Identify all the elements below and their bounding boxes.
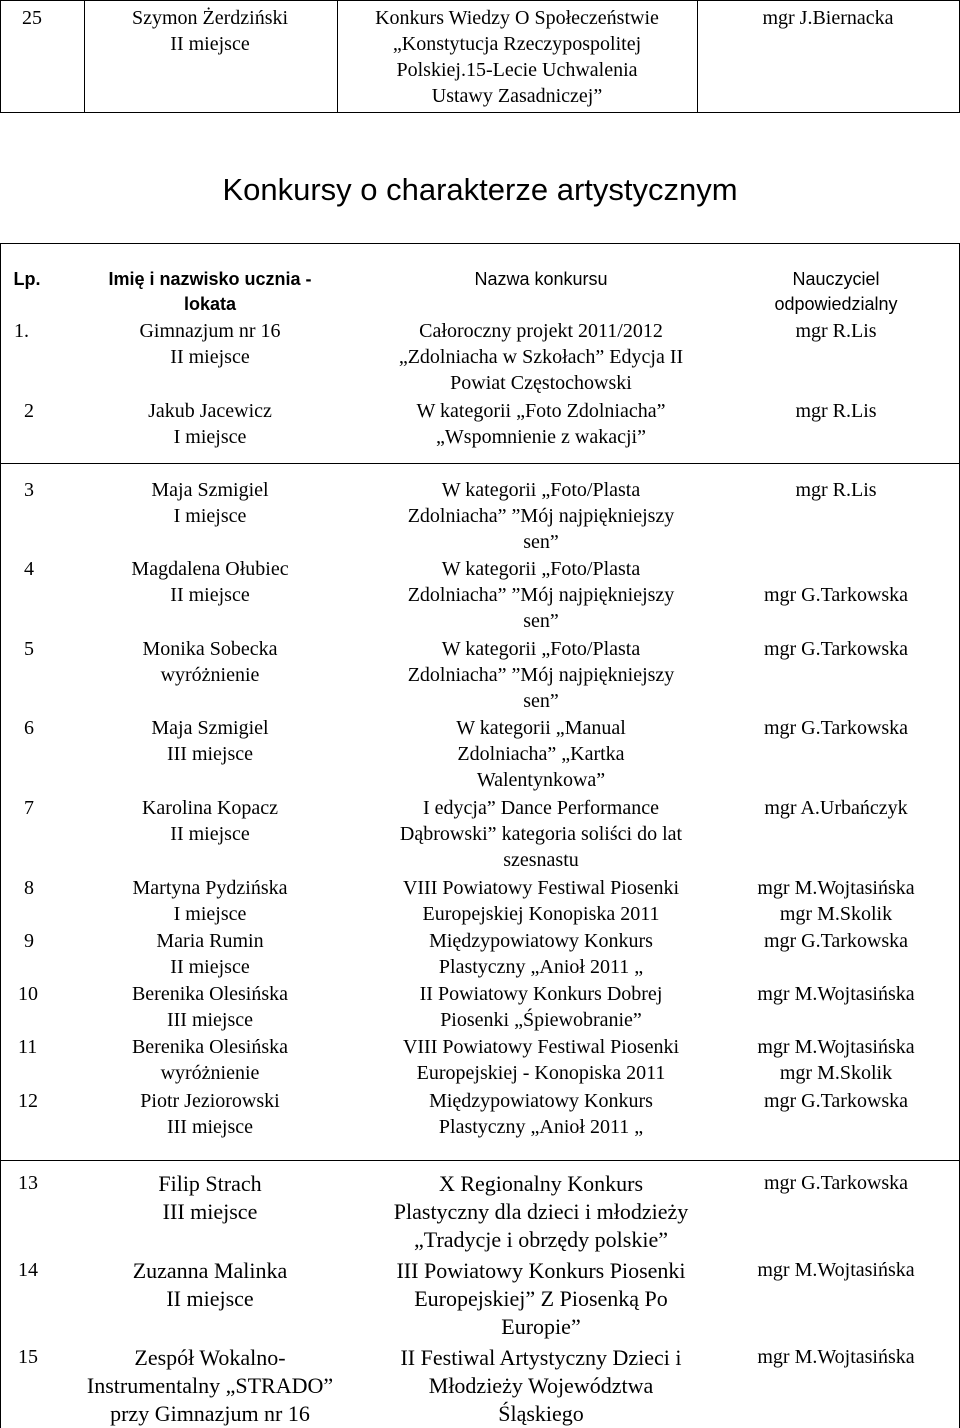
placement: II miejsce xyxy=(170,956,250,978)
contest-line: W kategorii „Foto/Plasta xyxy=(441,638,641,660)
contest-line: II Powiatowy Konkurs Dobrej xyxy=(419,983,663,1005)
lp-cell: 4 xyxy=(24,558,34,580)
contest-line: W kategorii „Foto Zdolniacha” xyxy=(416,400,666,422)
contest-line: Plastyczny dla dzieci i młodzieży xyxy=(393,1199,689,1224)
contest-line: Europejskiej” Z Piosenką Po xyxy=(414,1286,668,1311)
teacher-name: mgr J.Biernacka xyxy=(762,7,894,29)
teacher-name: mgr M.Wojtasińska xyxy=(757,877,915,899)
placement: II miejsce xyxy=(170,584,250,606)
teacher-name: mgr R.Lis xyxy=(795,400,877,422)
header-lp: Lp. xyxy=(13,269,41,289)
contest-line: VIII Powiatowy Festiwal Piosenki xyxy=(402,1036,680,1058)
student-name: Instrumentalny „STRADO” xyxy=(86,1373,334,1398)
contest-line: sen” xyxy=(523,690,559,712)
placement: III miejsce xyxy=(166,1116,254,1138)
placement: III miejsce xyxy=(166,743,254,765)
contest-line: sen” xyxy=(523,610,559,632)
contest-line: Zdolniacha” ”Mój najpiękniejszy xyxy=(407,505,675,527)
contest-line: Międzypowiatowy Konkurs xyxy=(429,930,653,952)
contest-line: „Konstytucja Rzeczypospolitej xyxy=(392,33,642,55)
placement: wyróżnienie xyxy=(160,664,260,686)
contest-line: „Zdolniacha w Szkołach” Edycja II xyxy=(398,346,684,368)
placement: I miejsce xyxy=(173,426,247,448)
student-name: Monika Sobecka xyxy=(142,638,278,660)
placement: I miejsce xyxy=(173,903,247,925)
student-name: Maja Szmigiel xyxy=(151,717,269,739)
student-name: przy Gimnazjum nr 16 xyxy=(110,1401,310,1426)
contest-line: Śląskiego xyxy=(498,1401,584,1426)
placement: I miejsce xyxy=(173,505,247,527)
contest-line: Europie” xyxy=(501,1314,581,1339)
student-name: Berenika Olesińska xyxy=(131,1036,289,1058)
contest-line: Piosenki „Śpiewobranie” xyxy=(440,1009,642,1031)
contest-line: Zdolniacha” „Kartka xyxy=(457,743,625,765)
contest-line: sen” xyxy=(523,531,559,553)
teacher-name: mgr R.Lis xyxy=(795,479,877,501)
teacher-name: mgr G.Tarkowska xyxy=(763,717,909,739)
lp-cell: 10 xyxy=(18,983,38,1005)
contest-line: Powiat Częstochowski xyxy=(450,372,632,394)
contest-line: Ustawy Zasadniczej” xyxy=(431,85,603,107)
teacher-name: mgr G.Tarkowska xyxy=(763,930,909,952)
teacher-name: mgr M.Wojtasińska xyxy=(757,1259,915,1281)
header-contest: Nazwa konkursu xyxy=(474,269,608,289)
contest-line: Plastyczny „Anioł 2011 „ xyxy=(438,1116,644,1138)
contest-line: Walentynkowa” xyxy=(476,769,606,791)
placement: II miejsce xyxy=(166,1286,254,1311)
placement: III miejsce xyxy=(166,1009,254,1031)
contest-line: Międzypowiatowy Konkurs xyxy=(429,1090,653,1112)
teacher-name: mgr M.Skolik xyxy=(779,903,893,925)
contest-line: W kategorii „Foto/Plasta xyxy=(441,479,641,501)
student-name: Zuzanna Malinka xyxy=(132,1258,288,1283)
contest-line: Polskiej.15-Lecie Uchwalenia xyxy=(396,59,638,81)
contest-line: Europejskiej - Konopiska 2011 xyxy=(416,1062,666,1084)
header-teacher: odpowiedzialny xyxy=(774,294,898,314)
student-name: Martyna Pydzińska xyxy=(132,877,288,899)
student-name: Szymon Żerdziński xyxy=(131,7,289,29)
teacher-name: mgr G.Tarkowska xyxy=(763,584,909,606)
student-name: Zespół Wokalno- xyxy=(134,1345,286,1370)
contest-line: Dąbrowski” kategoria soliści do lat xyxy=(399,823,683,845)
student-name: Maja Szmigiel xyxy=(151,479,269,501)
header-name: lokata xyxy=(183,294,237,314)
contest-line: Konkurs Wiedzy O Społeczeństwie xyxy=(375,7,659,29)
lp-cell: 3 xyxy=(24,479,34,501)
teacher-name: mgr M.Wojtasińska xyxy=(757,983,915,1005)
contest-line: W kategorii „Foto/Plasta xyxy=(441,558,641,580)
student-name: Magdalena Ołubiec xyxy=(131,558,289,580)
lp-cell: 9 xyxy=(24,930,34,952)
contest-line: Młodzieży Województwa xyxy=(428,1373,654,1398)
lp-cell: 8 xyxy=(24,877,34,899)
contest-line: X Regionalny Konkurs xyxy=(438,1171,644,1196)
contest-line: III Powiatowy Konkurs Piosenki xyxy=(396,1258,686,1283)
contest-line: W kategorii „Manual xyxy=(456,717,626,739)
lp-cell: 6 xyxy=(24,717,34,739)
contest-line: VIII Powiatowy Festiwal Piosenki xyxy=(402,877,680,899)
teacher-name: mgr G.Tarkowska xyxy=(763,1172,909,1194)
contest-line: I edycja” Dance Performance xyxy=(423,797,659,819)
lp-cell: 15 xyxy=(18,1346,38,1368)
contest-line: „Tradycje i obrzędy polskie” xyxy=(414,1227,668,1252)
student-name: Karolina Kopacz xyxy=(141,797,279,819)
lp-cell: 25 xyxy=(22,7,42,29)
student-name: Maria Rumin xyxy=(156,930,264,952)
teacher-name: mgr M.Skolik xyxy=(779,1062,893,1084)
placement: II miejsce xyxy=(170,33,250,55)
teacher-name: mgr R.Lis xyxy=(795,320,877,342)
lp-cell: 2 xyxy=(24,400,34,422)
lp-cell: 13 xyxy=(18,1172,38,1194)
student-name: Berenika Olesińska xyxy=(131,983,289,1005)
lp-cell: 5 xyxy=(24,638,34,660)
teacher-name: mgr M.Wojtasińska xyxy=(757,1346,915,1368)
contest-line: Plastyczny „Anioł 2011 „ xyxy=(438,956,644,978)
contest-line: II Festiwal Artystyczny Dzieci i xyxy=(400,1345,682,1370)
contest-line: szesnastu xyxy=(503,849,579,871)
contest-line: „Wspomnienie z wakacji” xyxy=(436,426,646,448)
lp-cell: 14 xyxy=(18,1259,38,1281)
placement: II miejsce xyxy=(170,346,250,368)
student-name: Filip Strach xyxy=(158,1171,262,1196)
lp-cell: 11 xyxy=(18,1036,38,1058)
contest-line: Zdolniacha” ”Mój najpiękniejszy xyxy=(407,664,675,686)
contest-line: Zdolniacha” ”Mój najpiękniejszy xyxy=(407,584,675,606)
contest-line: Europejskiej Konopiska 2011 xyxy=(422,903,660,925)
placement: III miejsce xyxy=(162,1199,258,1224)
teacher-name: mgr G.Tarkowska xyxy=(763,638,909,660)
lp-cell: 7 xyxy=(24,797,34,819)
placement: wyróżnienie xyxy=(160,1062,260,1084)
placement: II miejsce xyxy=(170,823,250,845)
teacher-name: mgr A.Urbańczyk xyxy=(764,797,908,819)
student-name: Gimnazjum nr 16 xyxy=(139,320,281,342)
lp-cell: 12 xyxy=(18,1090,38,1112)
section-title: Konkursy o charakterze artystycznym xyxy=(222,172,738,207)
contest-line: Całoroczny projekt 2011/2012 xyxy=(419,320,663,342)
header-teacher: Nauczyciel xyxy=(792,269,880,289)
lp-cell: 1. xyxy=(14,320,29,342)
teacher-name: mgr M.Wojtasińska xyxy=(757,1036,915,1058)
teacher-name: mgr G.Tarkowska xyxy=(763,1090,909,1112)
student-name: Piotr Jeziorowski xyxy=(140,1090,280,1112)
student-name: Jakub Jacewicz xyxy=(148,400,272,422)
header-name: Imię i nazwisko ucznia - xyxy=(108,269,312,289)
